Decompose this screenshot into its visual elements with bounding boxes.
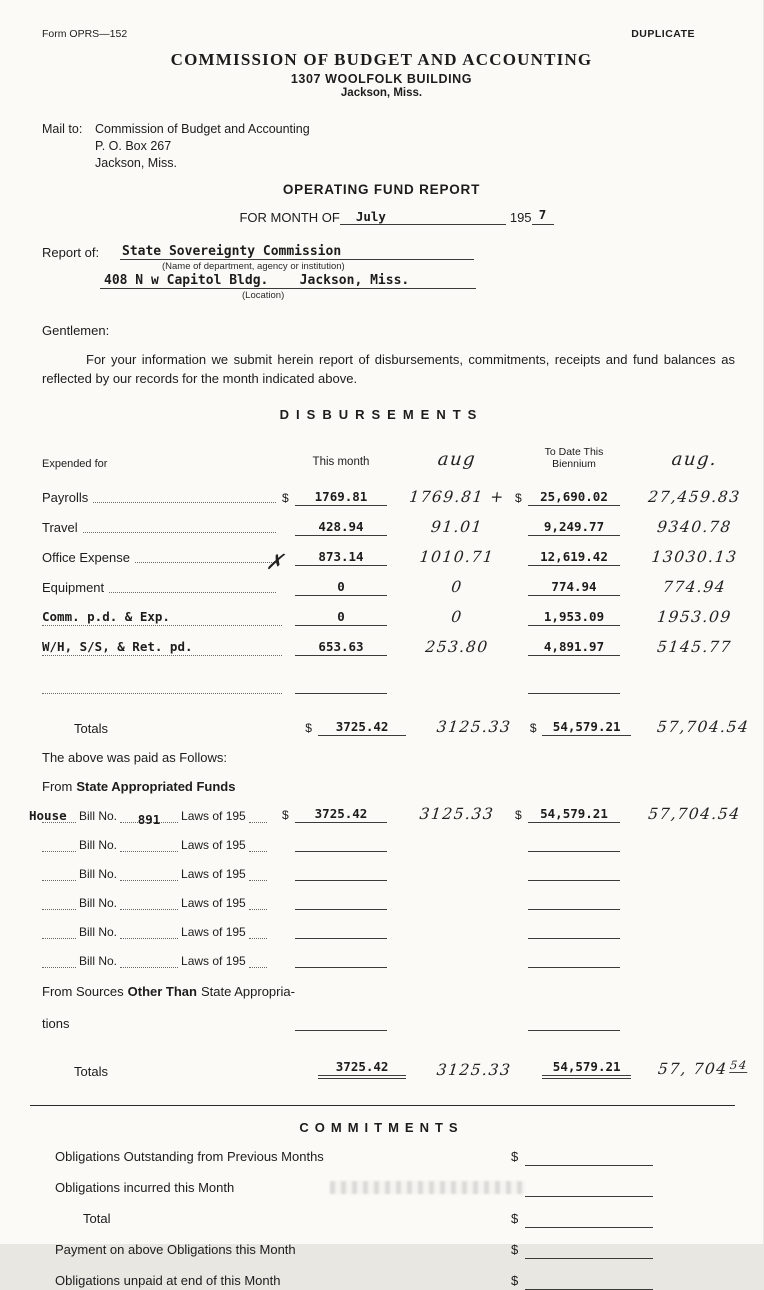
this-month-value: 653.63 [295, 639, 387, 656]
bill-row-blank [0, 852, 763, 881]
to-date-value: 12,619.42 [528, 549, 620, 566]
appropriated-funds-label: State Appropriated Funds [76, 778, 236, 794]
bill-no-label: Bill No. [79, 953, 118, 968]
commitment-row-unpaid [0, 1261, 763, 1290]
this-month-value: 1769.81 [295, 489, 387, 506]
blank-underline [525, 1182, 653, 1197]
row-label-typed: W/H, S/S, & Ret. pd. [42, 638, 193, 654]
hw-aug-to-date-value: 27,459.83 [647, 487, 742, 506]
paid-intro: The above was paid as Follows: [42, 749, 227, 765]
year-blank [532, 206, 554, 225]
dollar-sign: $ [529, 720, 537, 735]
this-month-value: 873.14 [295, 549, 387, 566]
commitment-row-payment [0, 1230, 763, 1259]
hw-totals-aug: 3125.33 [435, 717, 513, 736]
dollar-sign: $ [282, 807, 289, 822]
blank-underline [528, 1029, 620, 1031]
commitment-label: Total [83, 1210, 111, 1226]
blank-underline [295, 937, 387, 939]
to-date-value: 4,891.97 [528, 639, 620, 656]
report-of-label: Report of: [42, 244, 100, 260]
commitment-label: Payment on above Obligations this Month [55, 1241, 296, 1257]
hw-aug-to-date-value: 13030.13 [650, 547, 739, 566]
commitment-row-outstanding [0, 1137, 763, 1166]
dollar-sign: $ [515, 807, 522, 822]
tions-text: tions [42, 1015, 70, 1031]
disbursements-heading: DISBURSEMENTS [279, 406, 484, 422]
location-value: 408 N w Capitol Bldg. Jackson, Miss. [104, 272, 410, 288]
bill-row-blank [0, 823, 763, 852]
location-caption: (Location) [242, 289, 285, 301]
blank-underline [295, 908, 387, 910]
laws-of-label: Laws of 195 [181, 924, 246, 939]
hw-aug-to-date-value: 1953.09 [656, 607, 733, 626]
row-label-typed: Comm. p.d. & Exp. [42, 608, 170, 624]
disbursement-row-office-expense [0, 536, 763, 566]
dotted-leader [83, 530, 276, 533]
dotted-leader [109, 590, 276, 593]
other-than-text: Other Than [127, 983, 197, 999]
paid-totals-label: Totals [74, 1063, 108, 1079]
blank-underline [295, 966, 387, 968]
row-label: Equipment [42, 579, 105, 595]
bill-number-blank [120, 810, 178, 827]
col-expended-for: Expended for [42, 457, 108, 470]
letterhead [0, 50, 763, 99]
year-prefix: 195 [509, 209, 532, 225]
hw-aug-value: 0 [450, 577, 464, 596]
location-blank [100, 272, 476, 289]
hw-bill-aug-to-date: 57,704.54 [647, 804, 742, 823]
paid-totals-row [0, 1043, 763, 1079]
blank-underline [295, 879, 387, 881]
mail-to-label: Mail to: [42, 122, 83, 136]
paid-totals-this-month: 3725.42 [318, 1059, 407, 1079]
disbursement-row-blank [0, 664, 763, 694]
laws-of-label: Laws of 195 [181, 953, 246, 968]
dollar-sign: $ [305, 720, 312, 735]
bill-no-label: Bill No. [79, 895, 118, 910]
blank-underline [525, 1151, 653, 1166]
report-title: OPERATING FUND REPORT [282, 181, 481, 197]
dollar-sign: $ [511, 1241, 519, 1257]
dollar-sign: $ [511, 1272, 519, 1288]
for-month-line [0, 206, 763, 225]
from-other-sources-line [0, 984, 763, 999]
agency-building: 1307 WOOLFOLK BUILDING [290, 72, 473, 86]
to-date-value: 774.94 [528, 579, 620, 596]
bill-this-month: 3725.42 [295, 806, 387, 823]
month-blank [340, 209, 506, 225]
blank-underline [528, 966, 620, 968]
hw-bill-aug: 3125.33 [418, 804, 496, 823]
row-label: Office Expense [42, 549, 130, 565]
disbursement-row-comm-pd-exp [0, 596, 763, 626]
bill-row-blank [0, 881, 763, 910]
this-month-value: 0 [295, 609, 387, 626]
mail-to-line3: Jackson, Miss. [95, 155, 177, 170]
blank-underline [295, 692, 387, 694]
dollar-sign: $ [515, 490, 522, 505]
dotted-leader [93, 500, 276, 503]
handwritten-margin-mark: ✗ [264, 550, 287, 574]
to-date-value: 1,953.09 [528, 609, 620, 626]
dollar-sign: $ [511, 1210, 519, 1226]
hw-totals-aug-to-date: 57,704.54 [655, 717, 750, 736]
mail-to-line2: P. O. Box 267 [95, 138, 172, 153]
disbursement-row-wh-ss-ret [0, 626, 763, 656]
totals-label: Totals [74, 720, 108, 736]
tions-row [0, 1001, 763, 1031]
laws-of-label: Laws of 195 [181, 808, 246, 823]
col-this-month: This month [312, 455, 370, 468]
bill-prefix-typed: House [29, 807, 67, 823]
bill-prefix-blank [29, 807, 76, 823]
blank-underline [525, 1213, 653, 1228]
blank-underline [528, 908, 620, 910]
intro-paragraph: For your information we submit herein report of disbursements, commitments, receipts and fund balances as reflected by our records for the month indicated above. [42, 351, 735, 387]
agency-name-value: State Sovereignty Commission [122, 243, 342, 259]
dollar-sign: $ [511, 1148, 519, 1164]
bill-row-blank [0, 939, 763, 968]
to-date-value: 9,249.77 [528, 519, 620, 536]
hw-aug-to-date-value: 774.94 [661, 577, 728, 596]
section-divider [30, 1105, 735, 1106]
mail-to-line1: Commission of Budget and Accounting [95, 122, 310, 136]
bill-to-date: 54,579.21 [528, 806, 620, 823]
hw-aug-to-date-value: 9340.78 [656, 517, 733, 536]
blank-underline [295, 850, 387, 852]
blank-underline [525, 1244, 653, 1259]
bill-no-label: Bill No. [79, 866, 118, 881]
blank-underline [295, 1029, 387, 1031]
from-word: From [42, 778, 73, 794]
hw-aug-value: 91.01 [430, 517, 484, 536]
bill-row-house-891 [0, 794, 763, 827]
disbursement-row-travel [0, 506, 763, 536]
duplicate-stamp: DUPLICATE [631, 28, 695, 40]
bill-number-typed: 891 [137, 811, 161, 827]
state-appropria-text: State Appropria- [200, 983, 295, 999]
commitment-label: Obligations Outstanding from Previous Months [55, 1148, 324, 1164]
blank-underline [528, 692, 620, 694]
disbursement-row-payrolls [0, 476, 763, 506]
blank-underline [525, 1275, 653, 1290]
hw-aug-to-date-value: 5145.77 [656, 637, 733, 656]
col-aug-to-date-handwritten: aug. [670, 448, 719, 470]
disbursement-row-equipment [0, 566, 763, 596]
paid-totals-to-date: 54,579.21 [542, 1059, 631, 1079]
from-appropriated-line [0, 779, 763, 794]
dotted-leader [135, 560, 276, 563]
hw-aug-value: 253.80 [424, 637, 490, 656]
totals-to-date: 54,579.21 [542, 719, 631, 736]
commitment-label: Obligations unpaid at end of this Month [55, 1272, 281, 1288]
blank-underline [528, 879, 620, 881]
scan-artifact-smudge [330, 1181, 525, 1194]
agency-city: Jackson, Miss. [340, 87, 423, 99]
salutation: Gentlemen: [42, 322, 110, 338]
to-date-value: 25,690.02 [528, 489, 620, 506]
bill-no-label: Bill No. [79, 924, 118, 939]
col-to-date-biennium: To Date This Biennium [544, 445, 604, 470]
commitments-heading: COMMITMENTS [299, 1119, 464, 1135]
agency-name-blank [120, 243, 474, 260]
row-label: Travel [42, 519, 78, 535]
report-of-block [0, 243, 763, 301]
bill-no-label: Bill No. [79, 808, 118, 823]
hw-aug-value: 0 [450, 607, 464, 626]
hw-paid-totals-aug: 3125.33 [435, 1060, 513, 1079]
bill-no-label: Bill No. [79, 837, 118, 852]
laws-of-label: Laws of 195 [181, 895, 246, 910]
disbursements-header-row [0, 434, 763, 470]
for-month-label: FOR MONTH OF [239, 209, 340, 225]
commitment-label: Obligations incurred this Month [55, 1179, 235, 1195]
from-sources-text: From Sources [42, 983, 124, 999]
hw-aug-value: 1769.81 + [408, 487, 506, 506]
hw-paid-totals-aug-to-date: 57, 70454 [657, 1057, 749, 1078]
hw-aug-value: 1010.71 [418, 547, 496, 566]
mail-to-block [0, 121, 763, 172]
col-aug-handwritten: aug [436, 448, 478, 470]
totals-this-month: 3725.42 [318, 719, 407, 736]
blank-underline [528, 850, 620, 852]
disbursements-totals-row [0, 704, 763, 736]
commitment-row-total [0, 1199, 763, 1228]
this-month-value: 0 [295, 579, 387, 596]
laws-year-blank [249, 810, 267, 823]
blank-underline [528, 937, 620, 939]
agency-title: COMMISSION OF BUDGET AND ACCOUNTING [170, 50, 593, 69]
month-value: July [355, 208, 386, 224]
this-month-value: 428.94 [295, 519, 387, 536]
top-bar [0, 0, 763, 40]
laws-of-label: Laws of 195 [181, 837, 246, 852]
row-label: Payrolls [42, 489, 89, 505]
bill-row-blank [0, 910, 763, 939]
laws-of-label: Laws of 195 [181, 866, 246, 881]
form-number: Form OPRS—152 [42, 28, 128, 40]
year-digit: 7 [538, 206, 547, 222]
agency-name-caption: (Name of department, agency or institution) [162, 260, 345, 272]
dollar-sign: $ [282, 490, 289, 505]
